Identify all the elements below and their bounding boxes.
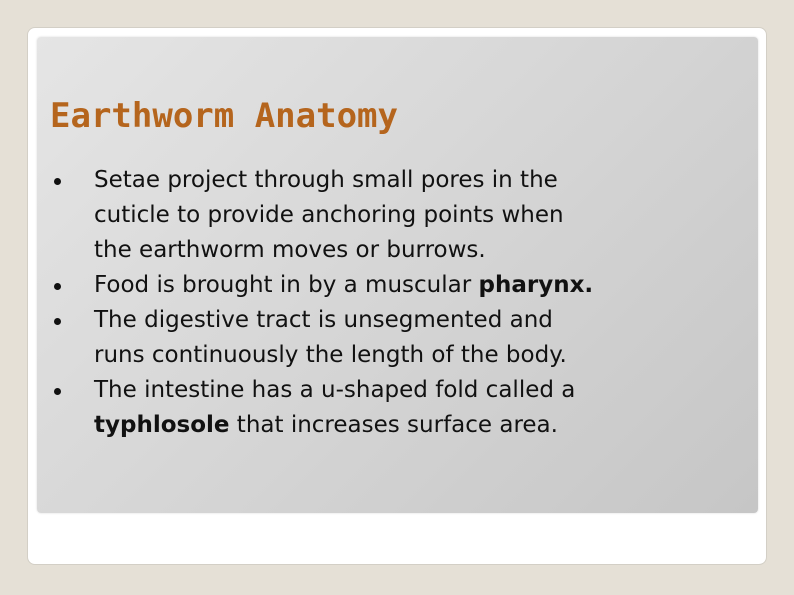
bullet-item-pharynx — [54, 268, 724, 303]
bullet-text: The digestive tract is unsegmented and runs continuously the length of the body. — [94, 307, 567, 368]
bullet-item-setae — [54, 163, 724, 268]
bold-term-pharynx: pharynx. — [478, 272, 594, 298]
bullet-dot-icon — [54, 318, 61, 325]
bullet-dot-icon — [54, 283, 61, 290]
bullet-list — [54, 163, 724, 443]
bold-term-typhlosole: typhlosole — [94, 412, 230, 438]
slide-title: Earthworm Anatomy — [50, 96, 398, 136]
bullet-dot-icon — [54, 178, 61, 185]
bullet-item-digestive-tract — [54, 303, 724, 373]
bullet-item-intestine — [54, 373, 724, 443]
bullet-text: Food is brought in by a muscular — [94, 272, 479, 298]
bullet-text-after: that increases surface area. — [229, 412, 558, 438]
bullet-text: The intestine has a u-shaped fold called a — [94, 377, 576, 403]
bullet-text: Setae project through small pores in the cuticle to provide anchoring points when the earthworm moves or burrows. — [94, 167, 564, 263]
bullet-dot-icon — [54, 388, 61, 395]
